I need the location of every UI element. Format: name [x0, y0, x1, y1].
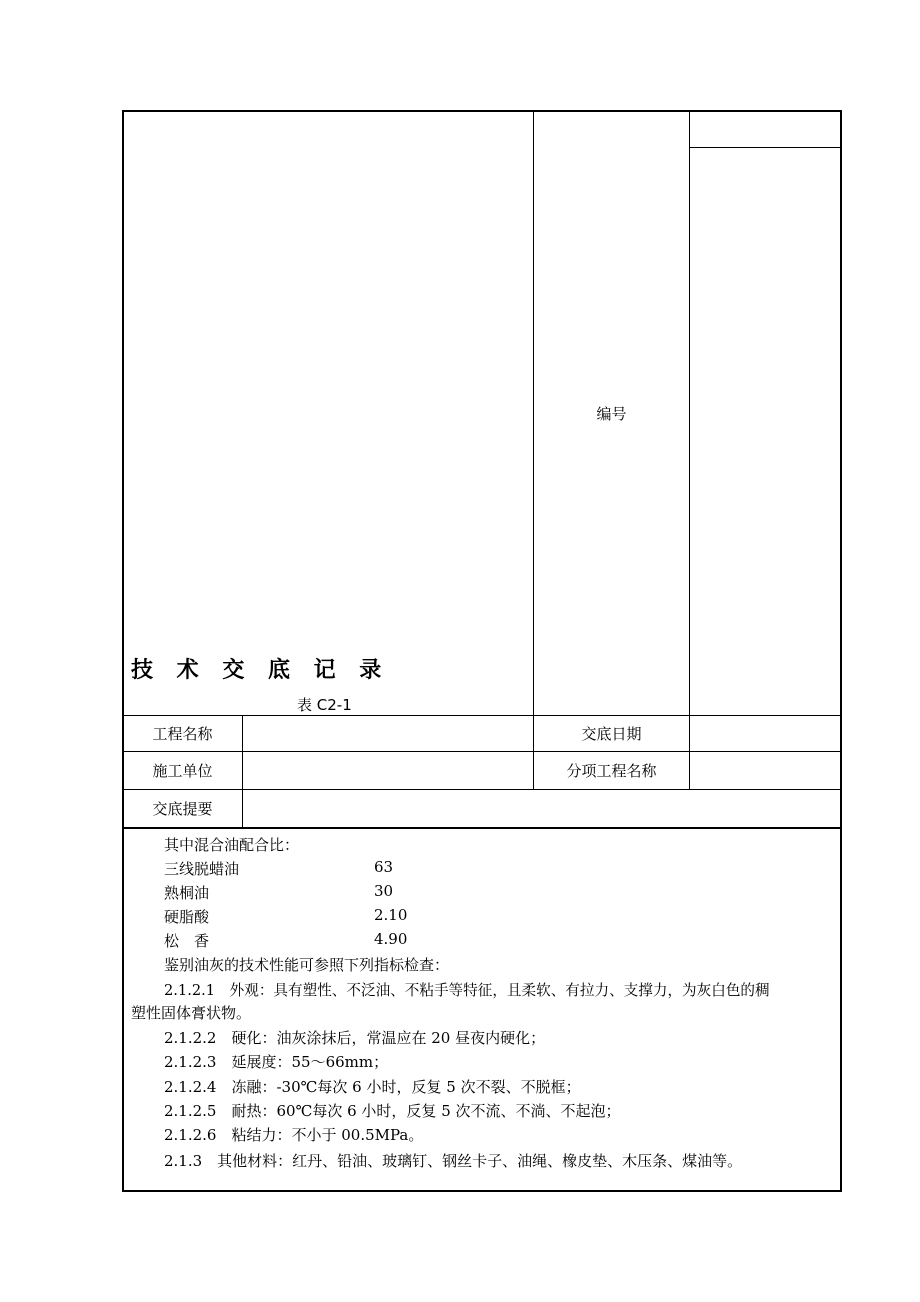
spec-item: 2.1.2.3 延展度：55～66mm；	[164, 1053, 389, 1071]
spec-item: 2.1.2.5 耐热：60℃每次 6 小时，反复 5 次不流、不淌、不起泡；	[164, 1102, 621, 1120]
number-label: 编号	[596, 404, 627, 423]
spec-item: 2.1.3 其他材料：红丹、铅油、玻璃钉、钢丝卡子、油绳、橡皮垫、木压条、煤油等。	[164, 1152, 743, 1170]
sub-project-field[interactable]	[690, 752, 840, 789]
page-title: 技 术 交 底 记 录	[131, 658, 390, 683]
contractor-field[interactable]	[243, 752, 533, 789]
summary-label: 交底提要	[152, 800, 213, 818]
check-intro: 鉴别油灰的技术性能可参照下列指标检查：	[164, 956, 450, 974]
handover-date-field[interactable]	[690, 716, 840, 751]
mix-item-name: 硬脂酸	[164, 908, 210, 926]
project-name-label: 工程名称	[152, 725, 213, 743]
mix-item-name: 熟桐油	[164, 884, 210, 902]
spec-item-line: 塑性固体膏状物。	[131, 1004, 252, 1022]
mix-item-value: 4.90	[374, 930, 408, 948]
number-value[interactable]	[690, 112, 840, 147]
contractor-label: 施工单位	[152, 762, 213, 780]
mix-item-value: 63	[374, 858, 394, 876]
spec-item: 2.1.2.4 冻融：-30℃每次 6 小时，反复 5 次不裂、不脱框；	[164, 1078, 581, 1096]
mix-item-value: 2.10	[374, 906, 408, 924]
sub-project-label: 分项工程名称	[566, 762, 657, 780]
mix-item-name: 松 香	[164, 932, 210, 950]
info-bottom-line	[123, 827, 841, 829]
header-divider-2	[689, 111, 690, 716]
project-name-field[interactable]	[243, 716, 533, 751]
mix-item-value: 30	[374, 882, 394, 900]
spec-item: 2.1.2.6 粘结力：不小于 00.5MPa。	[164, 1126, 424, 1144]
spec-item-line: 2.1.2.1 外观：具有塑性、不泛油、不粘手等特征，且柔软、有拉力、支撑力，为灰白色的稠	[164, 982, 770, 999]
form-code: 表 C2-1	[297, 696, 352, 714]
mix-intro: 其中混合油配合比：	[164, 836, 300, 854]
mix-item-name: 三线脱蜡油	[164, 860, 240, 878]
number-top-divider	[689, 147, 841, 148]
handover-date-label: 交底日期	[581, 725, 642, 743]
spec-item: 2.1.2.2 硬化：油灰涂抹后，常温应在 20 昼夜内硬化；	[164, 1029, 546, 1047]
summary-field[interactable]	[243, 790, 840, 827]
